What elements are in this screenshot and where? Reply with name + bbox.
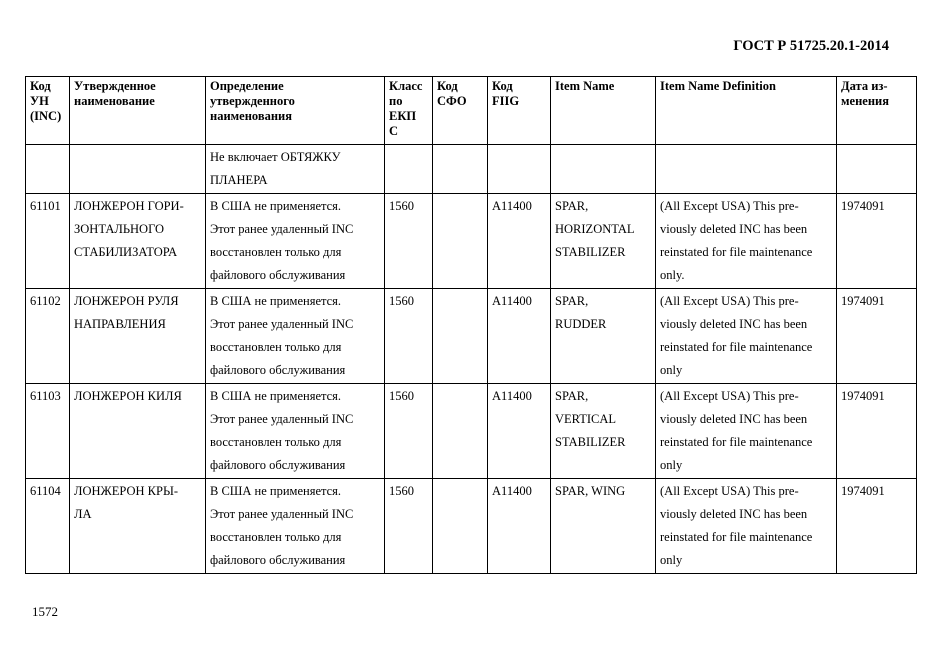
- cell-text-line: восстановлен только для: [210, 340, 342, 354]
- cell-text-line: viously deleted INC has been: [660, 222, 808, 236]
- table-row: [26, 289, 917, 384]
- col-inc-code-header: [26, 77, 70, 145]
- cell-text-line: ЛОНЖЕРОН ГОРИ-: [74, 199, 184, 213]
- col-sfo-code-cell: [433, 289, 488, 384]
- header-line: Класс: [389, 79, 423, 93]
- col-item-name-cell: [551, 145, 656, 194]
- col-change-date-cell: [837, 384, 917, 479]
- cell-text-line: 1974091: [841, 484, 885, 498]
- cell-text-line: only.: [660, 268, 685, 282]
- cell-text-line: НАПРАВЛЕНИЯ: [74, 317, 166, 331]
- col-item-definition-cell: [656, 479, 837, 574]
- cell-text-line: only: [660, 458, 683, 472]
- header-line: СФО: [437, 94, 467, 108]
- cell-text-line: 61104: [30, 484, 61, 498]
- table-row: [26, 384, 917, 479]
- cell-text-line: 61103: [30, 389, 61, 403]
- col-definition-cell: [206, 194, 385, 289]
- col-sfo-code-cell: [433, 194, 488, 289]
- header-line: С: [389, 124, 399, 138]
- cell-text-line: Этот ранее удаленный INC: [210, 412, 354, 426]
- col-item-definition-cell: [656, 289, 837, 384]
- cell-text-line: СТАБИЛИЗАТОРА: [74, 245, 178, 259]
- cell-text-line: Этот ранее удаленный INC: [210, 222, 354, 236]
- table-row: [26, 145, 917, 194]
- cell-text-line: (All Except USA) This pre-: [660, 484, 799, 498]
- col-fiig-code-cell: [488, 194, 551, 289]
- header-line: Item Name Definition: [660, 79, 776, 93]
- col-item-name-cell: [551, 194, 656, 289]
- col-item-definition-cell: [656, 145, 837, 194]
- cell-text-line: (All Except USA) This pre-: [660, 294, 799, 308]
- col-approved-name-cell: [70, 479, 206, 574]
- col-item-name-header: [551, 77, 656, 145]
- header-line: менения: [841, 94, 889, 108]
- cell-text-line: SPAR,: [555, 199, 589, 213]
- cell-text-line: only: [660, 553, 683, 567]
- cell-text-line: Этот ранее удаленный INC: [210, 317, 354, 331]
- col-approved-name-cell: [70, 145, 206, 194]
- cell-text-line: HORIZONTAL: [555, 222, 635, 236]
- header-line: Код: [30, 79, 51, 93]
- col-class-cell: [385, 145, 433, 194]
- col-sfo-code-cell: [433, 479, 488, 574]
- cell-text-line: A11400: [492, 294, 532, 308]
- cell-text-line: reinstated for file maintenance: [660, 340, 813, 354]
- cell-text-line: (All Except USA) This pre-: [660, 199, 799, 213]
- col-class-cell: [385, 479, 433, 574]
- col-definition-cell: [206, 479, 385, 574]
- cell-text-line: 1974091: [841, 199, 885, 213]
- cell-text-line: ЛОНЖЕРОН КИЛЯ: [74, 389, 182, 403]
- cell-text-line: SPAR,: [555, 294, 589, 308]
- cell-text-line: В США не применяется.: [210, 389, 342, 403]
- cell-text-line: SPAR,: [555, 389, 589, 403]
- col-item-name-cell: [551, 479, 656, 574]
- cell-text-line: 1974091: [841, 294, 885, 308]
- col-approved-name-cell: [70, 289, 206, 384]
- col-approved-name-cell: [70, 384, 206, 479]
- cell-text-line: 1560: [389, 484, 414, 498]
- page-number: 1572: [32, 604, 58, 619]
- table-header: [26, 77, 917, 145]
- cell-text-line: A11400: [492, 389, 532, 403]
- cell-text-line: STABILIZER: [555, 435, 626, 449]
- header-line: Код: [437, 79, 458, 93]
- cell-text-line: viously deleted INC has been: [660, 317, 808, 331]
- header-line: (INC): [30, 109, 62, 123]
- col-item-definition-cell: [656, 384, 837, 479]
- col-sfo-code-header: [433, 77, 488, 145]
- cell-text-line: В США не применяется.: [210, 199, 342, 213]
- cell-text-line: reinstated for file maintenance: [660, 245, 813, 259]
- header-line: Утвержденное: [74, 79, 156, 93]
- cell-text-line: A11400: [492, 484, 532, 498]
- cell-text-line: файлового обслуживания: [210, 268, 346, 282]
- cell-text-line: VERTICAL: [555, 412, 617, 426]
- cell-text-line: В США не применяется.: [210, 294, 342, 308]
- col-item-name-cell: [551, 289, 656, 384]
- cell-text-line: Не включает ОБТЯЖКУ: [210, 150, 341, 164]
- header-line: Код: [492, 79, 513, 93]
- cell-text-line: восстановлен только для: [210, 530, 342, 544]
- header-line: наименование: [74, 94, 155, 108]
- cell-text-line: восстановлен только для: [210, 245, 342, 259]
- cell-text-line: A11400: [492, 199, 532, 213]
- header-line: по: [389, 94, 403, 108]
- col-inc-code-cell: [26, 289, 70, 384]
- col-fiig-code-cell: [488, 145, 551, 194]
- col-approved-name-cell: [70, 194, 206, 289]
- cell-text-line: ЛА: [74, 507, 92, 521]
- col-item-definition-cell: [656, 194, 837, 289]
- cell-text-line: SPAR, WING: [555, 484, 626, 498]
- header-line: ЕКП: [389, 109, 417, 123]
- cell-text-line: viously deleted INC has been: [660, 507, 808, 521]
- col-change-date-cell: [837, 479, 917, 574]
- header-line: Дата из-: [841, 79, 888, 93]
- cell-text-line: 1560: [389, 294, 414, 308]
- col-change-date-cell: [837, 194, 917, 289]
- table-row: [26, 194, 917, 289]
- col-fiig-code-header: [488, 77, 551, 145]
- col-inc-code-cell: [26, 145, 70, 194]
- inc-table: [25, 76, 917, 574]
- col-change-date-cell: [837, 289, 917, 384]
- col-approved-name-header: [70, 77, 206, 145]
- table-body: [26, 145, 917, 574]
- col-definition-cell: [206, 384, 385, 479]
- col-item-name-cell: [551, 384, 656, 479]
- col-definition-cell: [206, 145, 385, 194]
- cell-text-line: RUDDER: [555, 317, 607, 331]
- cell-text-line: (All Except USA) This pre-: [660, 389, 799, 403]
- header-line: УН: [30, 94, 49, 108]
- col-class-header: [385, 77, 433, 145]
- col-sfo-code-cell: [433, 384, 488, 479]
- cell-text-line: файлового обслуживания: [210, 458, 346, 472]
- cell-text-line: Этот ранее удаленный INC: [210, 507, 354, 521]
- col-class-cell: [385, 384, 433, 479]
- cell-text-line: viously deleted INC has been: [660, 412, 808, 426]
- col-sfo-code-cell: [433, 145, 488, 194]
- table-row: [26, 479, 917, 574]
- cell-text-line: 1974091: [841, 389, 885, 403]
- col-inc-code-cell: [26, 384, 70, 479]
- cell-text-line: 1560: [389, 199, 414, 213]
- cell-text-line: 61101: [30, 199, 61, 213]
- col-fiig-code-cell: [488, 289, 551, 384]
- col-change-date-header: [837, 77, 917, 145]
- header-line: утвержденного: [210, 94, 295, 108]
- cell-text-line: 1560: [389, 389, 414, 403]
- header-line: наименования: [210, 109, 293, 123]
- col-item-definition-header: [656, 77, 837, 145]
- cell-text-line: восстановлен только для: [210, 435, 342, 449]
- col-inc-code-cell: [26, 194, 70, 289]
- header-line: Определение: [210, 79, 284, 93]
- cell-text-line: only: [660, 363, 683, 377]
- cell-text-line: файлового обслуживания: [210, 553, 346, 567]
- header-line: Item Name: [555, 79, 615, 93]
- cell-text-line: ПЛАНЕРА: [210, 173, 268, 187]
- cell-text-line: STABILIZER: [555, 245, 626, 259]
- cell-text-line: В США не применяется.: [210, 484, 342, 498]
- cell-text-line: reinstated for file maintenance: [660, 435, 813, 449]
- col-class-cell: [385, 289, 433, 384]
- cell-text-line: 61102: [30, 294, 61, 308]
- cell-text-line: ЗОНТАЛЬНОГО: [74, 222, 165, 236]
- cell-text-line: ЛОНЖЕРОН КРЫ-: [74, 484, 179, 498]
- col-change-date-cell: [837, 145, 917, 194]
- col-inc-code-cell: [26, 479, 70, 574]
- cell-text-line: reinstated for file maintenance: [660, 530, 813, 544]
- header-row: [26, 77, 917, 145]
- col-definition-header: [206, 77, 385, 145]
- col-definition-cell: [206, 289, 385, 384]
- header-line: FIIG: [492, 94, 520, 108]
- document-header: ГОСТ Р 51725.20.1-2014: [733, 38, 889, 54]
- col-fiig-code-cell: [488, 479, 551, 574]
- col-fiig-code-cell: [488, 384, 551, 479]
- cell-text-line: файлового обслуживания: [210, 363, 346, 377]
- col-class-cell: [385, 194, 433, 289]
- cell-text-line: ЛОНЖЕРОН РУЛЯ: [74, 294, 179, 308]
